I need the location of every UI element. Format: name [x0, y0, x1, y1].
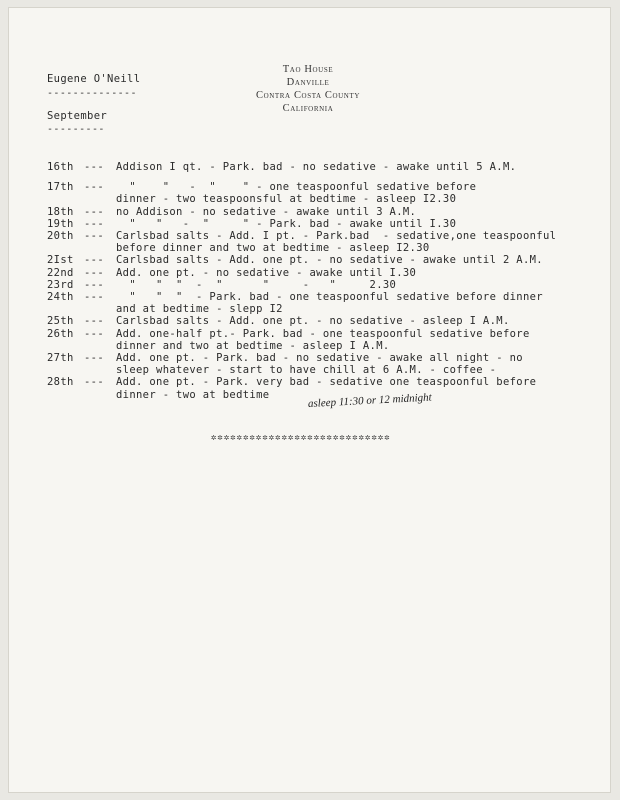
author-rule: -------------- [47, 88, 137, 99]
entry-date: 16th [47, 161, 74, 173]
entry-separator: --- [84, 278, 105, 291]
entry-separator: --- [84, 291, 105, 304]
letterhead-line: Danville [286, 77, 330, 88]
entry-date: 28th [47, 376, 74, 389]
entry-separator: --- [84, 254, 105, 267]
letterhead-line: California [282, 103, 334, 114]
entry-row [47, 230, 607, 242]
entry-continuation [47, 340, 607, 352]
divider-ornament: ✲✲✲✲✲✲✲✲✲✲✲✲✲✲✲✲✲✲✲✲✲✲✲✲✲✲✲✲ [211, 433, 391, 443]
entry-date: 23rd [47, 278, 74, 291]
entry-row [47, 267, 607, 279]
letterhead-line: Contra Costa County [256, 90, 360, 101]
entry-date: 22nd [47, 266, 74, 279]
entry-text: " " - " " - one teaspoonful sedative before [116, 181, 477, 194]
entry-text: Add. one pt. - Park. bad - no sedative - awake all night - no [116, 352, 523, 365]
entry-text: Add. one pt. - no sedative - awake until I.30 [116, 266, 417, 279]
entry-row [47, 218, 607, 230]
entry-date: 20th [47, 230, 74, 243]
entry-text: dinner - two teaspoonsful at bedtime - asleep I2.30 [116, 193, 457, 206]
entry-text: Carlsbad salts - Add. I pt. - Park.bad - sedative,one teaspoonful [116, 230, 557, 243]
author-name: Eugene O'Neill [47, 73, 141, 85]
entry-separator: --- [84, 205, 105, 218]
entry-text: " " " - Park. bad - one teaspoonful sedative before dinner [116, 291, 543, 304]
entry-text: dinner - two at bedtime [116, 388, 270, 401]
entry-separator: --- [84, 315, 105, 328]
entry-date: 18th [47, 205, 74, 218]
month-rule: --------- [47, 124, 105, 135]
entry-row [47, 376, 607, 388]
entry-row [47, 352, 607, 364]
entry-row [47, 328, 607, 340]
entry-continuation [47, 303, 607, 315]
entry-date: 19th [47, 217, 74, 230]
entry-date: 25th [47, 315, 74, 328]
entry-text: Carlsbad salts - Add. one pt. - no sedative - awake until 2 A.M. [116, 254, 543, 267]
diary-entries [47, 161, 607, 401]
entry-text: " " - " " - Park. bad - awake until I.30 [116, 217, 457, 230]
entry-separator: --- [84, 217, 105, 230]
entry-text: Addison I qt. - Park. bad - no sedative - awake until 5 A.M. [116, 161, 517, 173]
entry-separator: --- [84, 181, 105, 194]
entry-continuation [47, 364, 607, 376]
entry-date: 27th [47, 352, 74, 365]
entry-separator: --- [84, 230, 105, 243]
entry-row [47, 181, 607, 193]
entry-text: Add. one pt. - Park. very bad - sedative one teaspoonful before [116, 376, 537, 389]
entry-separator: --- [84, 161, 105, 173]
entry-separator: --- [84, 376, 105, 389]
entry-text: before dinner and two at bedtime - asleep I2.30 [116, 242, 430, 255]
entry-date: 24th [47, 291, 74, 304]
letterhead [238, 63, 378, 115]
entry-text: " " " - " " - " 2.30 [116, 278, 397, 291]
entry-row [47, 279, 607, 291]
entry-date: 17th [47, 181, 74, 194]
entry-separator: --- [84, 266, 105, 279]
document-page [9, 8, 610, 792]
entry-row [47, 254, 607, 266]
entry-separator: --- [84, 352, 105, 365]
entry-text: no Addison - no sedative - awake until 3 A.M. [116, 205, 417, 218]
month-heading: September [47, 110, 108, 122]
entry-row [47, 291, 607, 303]
entry-row [47, 315, 607, 327]
letterhead-line: Tao House [282, 64, 334, 75]
entry-row [47, 206, 607, 218]
entry-date: 26th [47, 327, 74, 340]
entry-row [47, 161, 607, 173]
entry-text: sleep whatever - start to have chill at 6 A.M. - coffee - [116, 364, 497, 377]
entry-text: and at bedtime - slepp I2 [116, 303, 283, 316]
entry-separator: --- [84, 327, 105, 340]
entry-date: 2Ist [47, 254, 74, 267]
entry-continuation [47, 242, 607, 254]
handwritten-note: asleep 11:30 or 12 midnight [307, 391, 432, 410]
entry-text: Add. one-half pt.- Park. bad - one teaspoonful sedative before [116, 327, 530, 340]
entry-text: Carlsbad salts - Add. one pt. - no sedative - asleep I A.M. [116, 315, 510, 328]
entry-text: dinner and two at bedtime - asleep I A.M. [116, 339, 390, 352]
entry-continuation [47, 193, 607, 205]
